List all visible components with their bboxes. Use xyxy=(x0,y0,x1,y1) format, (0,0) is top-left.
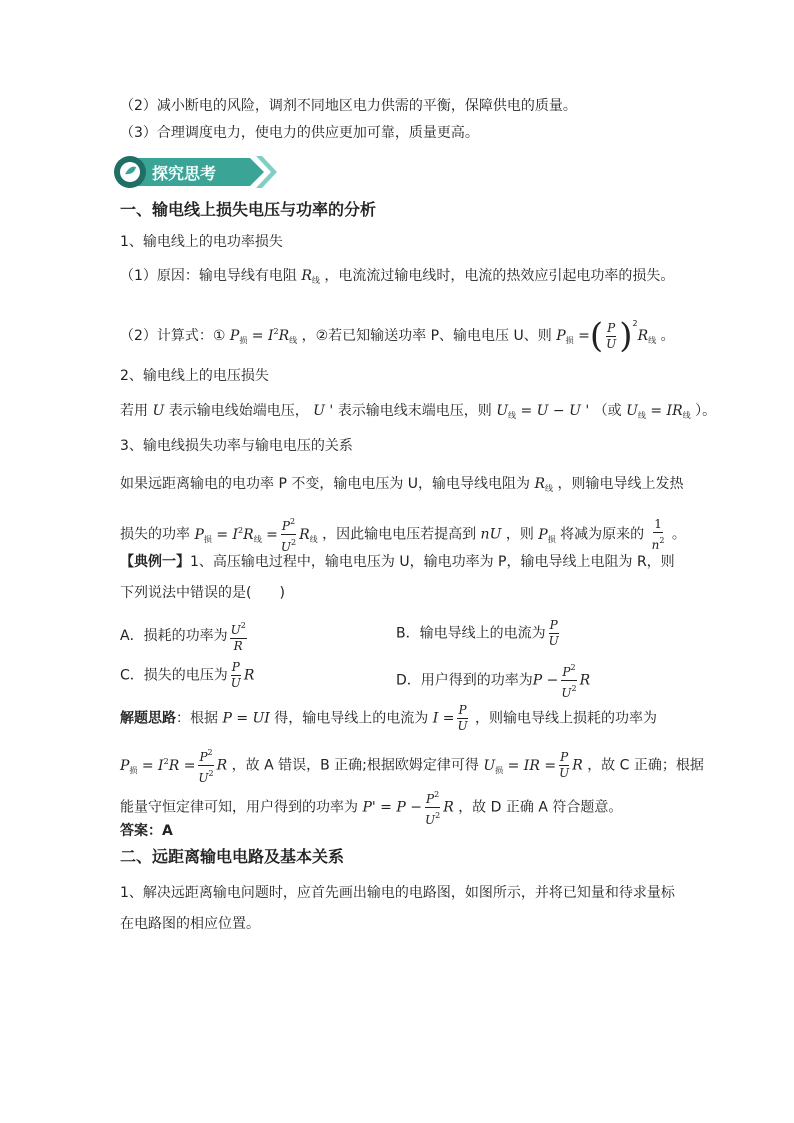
vloss-text-mid1: 表示输电线始端电压， xyxy=(168,403,309,419)
option-a[interactable]: A．损耗的功率为 $\frac{U^2}{R}$ xyxy=(120,618,249,654)
section-2-paragraph-1b: 在电路图的相应位置。 xyxy=(120,916,260,932)
solution-text-1-mid: 得，输电导线上的电流为 xyxy=(274,710,429,727)
intro-point-2: （2）减小断电的风险，调剂不同地区电力供需的平衡，保障供电的质量。 xyxy=(120,98,577,114)
formula-text-mid: ，②若已知输送功率 P、输电电压 U、则 xyxy=(301,328,552,344)
formula-text-end: 。 xyxy=(660,328,675,344)
section-2-heading: 二、远距离输电电路及基本关系 xyxy=(120,847,345,866)
vloss-text-mid3: （或 xyxy=(593,403,622,419)
cause-line: （1）原因：输电导线有电阻 $R_线$ ，电流流过输电线时，电流的热效应引起电功率的损失。 xyxy=(120,268,675,285)
relation-text-2-end: 将减为原来的 xyxy=(560,526,645,543)
banner-label: 探究思考 xyxy=(152,164,217,183)
option-b[interactable]: B．输电导线上的电流为 $\frac{P}{U}$ xyxy=(396,618,559,648)
section-banner xyxy=(112,154,277,190)
solution-line-2: $P_损 = I^2R$ = $\frac{P^2}{U^2}$ R ，故 A 错误，B 正确;根据欧姆定律可得 $U_损$ = IR = $\frac{P}{U}$ R ，故 C 正确；根据 xyxy=(120,745,704,786)
solution-text-2-mid: ，故 A 错误，B 正确;根据欧姆定律可得 xyxy=(231,757,479,774)
voltage-loss-line: 若用 U 表示输电线始端电压， U ' 表示输电线末端电压，则 $U_线 = U - U$ ' （或 $U_线 = IR_线$ ）。 xyxy=(120,403,717,420)
option-c-label: C．损失的电压为 xyxy=(120,667,228,684)
solution-label: 解题思路 xyxy=(120,710,176,727)
vloss-text-end: ）。 xyxy=(695,403,717,419)
intro-point-3: （3）合理调度电力，使电力的供应更加可靠，质量更高。 xyxy=(120,125,479,141)
solution-text-2-end: ，故 C 正确；根据 xyxy=(587,757,704,774)
example-question-1: 1、高压输电过程中，输电电压为 U，输电功率为 P，输电导线上电阻为 R，则 xyxy=(190,554,675,570)
option-d[interactable]: D．用户得到的功率为P − $\frac{P^2}{U^2}$ R xyxy=(396,660,590,701)
example-tag: 【典例一】 xyxy=(120,554,190,570)
answer: 答案：A xyxy=(120,823,173,839)
section-1-sub-2: 2、输电线上的电压损失 xyxy=(120,368,269,384)
section-2-paragraph-1a: 1、解决远距离输电问题时，应首先画出输电的电路图，如图所示，并将已知量和待求量标 xyxy=(120,885,675,901)
relation-text-1-end: ，则输电导线上发热 xyxy=(557,476,684,492)
solution-text-3-end: ，故 D 正确 A 符合题意。 xyxy=(458,799,623,816)
solution-text-1-end: ，则输电导线上损耗的功率为 xyxy=(475,710,658,727)
relation-text-1: 如果远距离输电的电功率 P 不变，输电电压为 U，输电导线电阻为 xyxy=(120,476,531,492)
example-line-1 xyxy=(120,552,675,572)
option-b-label: B．输电导线上的电流为 xyxy=(396,625,546,642)
solution-text-3-pre: 能量守恒定律可知，用户得到的功率为 xyxy=(120,799,358,816)
section-1-heading: 一、输电线上损失电压与功率的分析 xyxy=(120,200,377,219)
solution-line-3: 能量守恒定律可知，用户得到的功率为 P' = P − $\frac{P^2}{U^2}$ R ，故 D 正确 A 符合题意。 xyxy=(120,787,622,828)
cause-text-pre: （1）原因：输电导线有电阻 xyxy=(120,268,297,284)
relation-line-2: 损失的功率 $P_损 = I^2R_线$ = $\frac{P^2}{U^2}$ $R_线$ ，因此输电电压若提高到 nU ，则 $P_损$ 将减为原来的 $\frac{1}{n^2}$ 。 xyxy=(120,514,686,555)
vloss-text-pre: 若用 xyxy=(120,403,148,419)
example-question-2: 下列说法中错误的是( ) xyxy=(120,585,285,601)
vloss-text-mid2: 表示输电线末端电压，则 xyxy=(337,403,492,419)
section-1-sub-1: 1、输电线上的电功率损失 xyxy=(120,234,283,250)
option-a-label: A．损耗的功率为 xyxy=(120,628,228,644)
relation-text-2-mid: ，因此输电电压若提高到 xyxy=(322,526,477,543)
relation-text-2-mid2: ，则 xyxy=(505,526,534,543)
relation-text-2-pre: 损失的功率 xyxy=(120,526,190,543)
solution-line-1: 解题思路：根据 P = UI 得，输电导线上的电流为 I = $\frac{P}{U}$ ，则输电导线上损耗的功率为 xyxy=(120,703,658,733)
option-c[interactable]: C．损失的电压为 $\frac{P}{U}$ R xyxy=(120,660,255,690)
relation-line-1: 如果远距离输电的电功率 P 不变，输电电压为 U，输电导线电阻为 $R_线$ ，则输电导线上发热 xyxy=(120,476,684,493)
formula-line: （2）计算式：① $P_损 = I^2R_线$ ，②若已知输送功率 P、输电电压 U、则 $P_损$ =( $\frac{P}{U}$ )$^2R_线$ 。 xyxy=(120,316,675,356)
formula-text-pre: （2）计算式：① xyxy=(120,328,226,344)
solution-text-1-pre: ：根据 xyxy=(176,710,218,727)
section-1-sub-3: 3、输电线损失功率与输电电压的关系 xyxy=(120,438,353,454)
cause-text-post: ，电流流过输电线时，电流的热效应引起电功率的损失。 xyxy=(324,268,675,284)
option-d-label: D．用户得到的功率为 xyxy=(396,672,533,689)
relation-text-2-dot: 。 xyxy=(671,526,686,543)
